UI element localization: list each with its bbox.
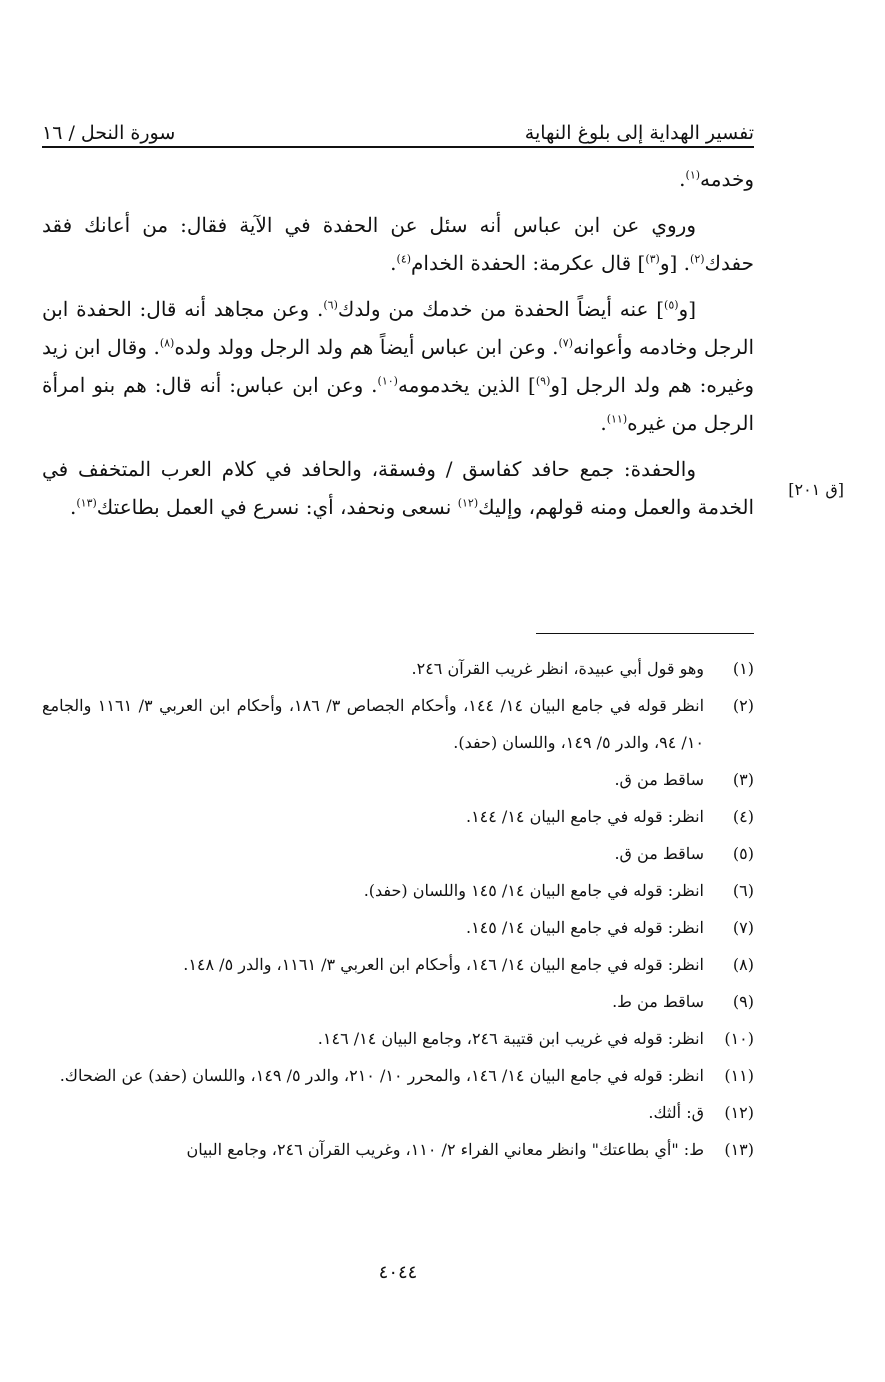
paragraph-3: والحفدة: جمع حافد كفاسق / وفسقة، والحافد في كلام العرب المتخفف في الخدمة والعمل ومنه قولهم، وإليك$^{(١٢)}$ نسعى ونحفد، أي: نسرع في العمل بطاعتك$^{(١٣)}$. [42,457,754,519]
page-number: ٤٠٤٤ [378,1262,418,1283]
footnote-text: انظر: قوله في جامع البيان ١٤/ ١٤٥ واللسان (حفد). [363,881,704,900]
footnote-item [42,1094,754,1131]
footnote-item [42,872,754,909]
footnote-number: (٣) [732,770,754,789]
footnote-number: (١٣) [724,1140,754,1159]
footnote-number: (١) [732,659,754,678]
footnote-text: انظر: قوله في جامع البيان ١٤/ ١٤٥. [465,918,704,937]
manuscript-folio-note: [ق ٢٠١] [788,480,844,499]
footnote-item [42,687,754,761]
footnote-ref: (١٠) [377,374,398,388]
footnote-item [42,946,754,983]
footnote-number: (٧) [732,918,754,937]
footnote-number: (٤) [732,807,754,826]
running-header [42,104,754,144]
footnote-item [42,1020,754,1057]
footnote-number: (٦) [732,881,754,900]
footnote-ref: (٥) [664,298,679,312]
footnote-ref: (٦) [323,298,338,312]
footnote-item [42,798,754,835]
footnote-text: ساقط من ط. [612,992,704,1011]
footnote-text: وهو قول أبي عبيدة، انظر غريب القرآن ٢٤٦. [411,659,704,678]
footnote-text: ط: "أي بطاعتك" وانظر معاني الفراء ٢/ ١١٠، وغريب القرآن ٢٤٦، وجامع البيان [186,1140,704,1159]
footnote-text: انظر: قوله في جامع البيان ١٤/ ١٤٦، والمحرر ١٠/ ٢١٠، والدر ٥/ ١٤٩، واللسان (حفد) عن الضحاك. [59,1066,704,1085]
footnote-ref: (١١) [606,412,628,426]
footnote-ref: (٧) [558,336,573,350]
footnote-text: انظر قوله في جامع البيان ١٤/ ١٤٤، وأحكام الجصاص ٣/ ١٨٦، وأحكام ابن العربي ٣/ ١١٦١ والجامع ١٠/ ٩٤، والدر ٥/ ١٤٩، واللسان (حفد). [42,696,705,752]
footnote-item [42,650,754,687]
footnote-number: (٢) [732,696,754,715]
paragraph-1: وروي عن ابن عباس أنه سئل عن الحفدة في الآية فقال: من أعانك فقد حفدك$^{(٢)}$. [و$^{(٣)}$] قال عكرمة: الحفدة الخدام$^{(٤)}$. [42,213,754,275]
footnote-ref: (٨) [159,336,175,350]
footnote-text: ساقط من ق. [614,770,704,789]
footnote-item [42,1057,754,1094]
footnote-ref: (٤) [396,252,412,266]
footnote-item [42,983,754,1020]
footnote-ref: (٣) [645,252,660,266]
footnote-text: ق: ألثك. [648,1103,704,1122]
footnote-number: (٨) [732,955,754,974]
footnote-item [42,1131,754,1168]
main-text [42,160,754,534]
footnote-ref: (١٢) [457,496,479,510]
footnotes-section [42,650,754,1168]
footnote-ref: (١) [685,168,701,182]
footnote-number: (١١) [724,1066,754,1085]
footnote-number: (١٠) [724,1029,754,1048]
footnote-item [42,761,754,798]
surah-reference: سورة النحل / ١٦ [42,122,176,144]
footnote-ref: (٩) [535,374,551,388]
footnote-text: ساقط من ق. [614,844,704,863]
paragraph-2: [و$^{(٥)}$] عنه أيضاً الحفدة من خدمك من ولدك$^{(٦)}$. وعن مجاهد أنه قال: الحفدة ابن الرجل وخادمه وأعوانه$^{(٧)}$. وعن ابن عباس أيضاً هم ولد الرجل وولد ولده$^{(٨)}$. وقال ابن زيد وغيره: هم ولد الرجل [و$^{(٩)}$] الذين يخدمومه$^{(١٠)}$. وعن ابن عباس: أنه قال: هم بنو امرأة الرجل من غيره$^{(١١)}$. [42,297,755,435]
footnote-text: انظر: قوله في غريب ابن قتيبة ٢٤٦، وجامع البيان ١٤/ ١٤٦. [317,1029,704,1048]
footnote-text: انظر: قوله في جامع البيان ١٤/ ١٤٤. [465,807,704,826]
footnote-divider [536,633,754,634]
footnote-ref: (١٣) [76,496,97,510]
footnote-text: انظر: قوله في جامع البيان ١٤/ ١٤٦، وأحكام ابن العربي ٣/ ١١٦١، والدر ٥/ ١٤٨. [183,955,704,974]
book-title: تفسير الهداية إلى بلوغ النهاية [524,122,754,144]
footnote-ref: (٢) [690,252,705,266]
footnote-number: (١٢) [724,1103,754,1122]
paragraph-0: وخدمه$^{(١)}$. [679,167,754,191]
header-divider [42,146,754,148]
footnote-number: (٩) [732,992,754,1011]
footnote-item [42,835,754,872]
footnote-number: (٥) [732,844,754,863]
footnote-item [42,909,754,946]
